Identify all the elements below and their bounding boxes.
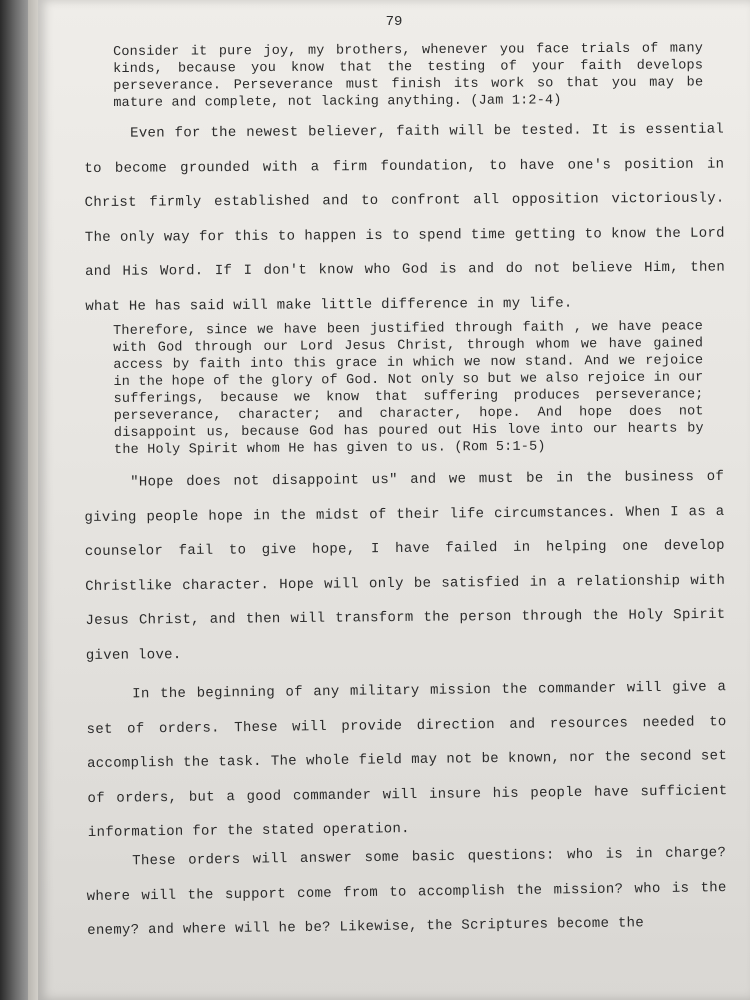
book-binding bbox=[0, 0, 28, 1000]
body-paragraph-2 bbox=[84, 460, 726, 673]
book-page bbox=[38, 0, 750, 1000]
scripture-quote-romans: Therefore, since we have been justified through faith , we have peace with God through our Lord Jesus Christ, through whom we have gained access by faith into this grace in which we now stand. And we rejoice in the hope of the glory of God. Not only so but we also rejoice in our sufferings, because we know that suffering produces perseverance; perseverance, character; and character, hope. And hope does not disappoint us, because God has poured out His love into our hearts by the Holy Spirit whom He has given to us. (Rom 5:1-5) bbox=[113, 319, 704, 458]
body-paragraph-4 bbox=[86, 836, 727, 948]
body-paragraph-3 bbox=[86, 670, 728, 850]
body-paragraph-4-text: These orders will answer some basic questions: who is in charge? where will the support come from to accomplish the mission? who is the enemy? and where will he be? Likewise, the Scriptures become the bbox=[86, 845, 727, 939]
body-paragraph-2-text: "Hope does not disappoint us" and we must be in the business of giving people hope in the midst of their life circumstances. When I as a counselor fail to give hope, I have failed in helping one develop Christlike character. Hope will only be satisfied in a relationship with Jesus Christ, and then will transform the person through the Holy Spirit given love. bbox=[84, 468, 726, 664]
body-paragraph-1-text: Even for the newest believer, faith will be tested. It is essential to become grounded with a firm foundation, to have one's position in Christ firmly established and to confront all opposition victoriously. The only way for this to happen is to spend time getting to know the Lord and His Word. If I don't know who God is and do not believe Him, then what He has said will make little difference in my life. bbox=[84, 121, 726, 315]
scripture-quote-james: Consider it pure joy, my brothers, whenever you face trials of many kinds, because you know that the testing of your faith develops perseverance. Perseverance must finish its work so that you may be mature and complete, not lacking anything. (Jam 1:2-4) bbox=[113, 41, 704, 111]
page-number: 79 bbox=[385, 14, 403, 30]
body-paragraph-3-text: In the beginning of any military mission the commander will give a set of orders. These will provide direction and resources needed to accomplish the task. The whole field may not be known, nor the second set of orders, but a good commander will insure his people have sufficient information for the stated operation. bbox=[86, 679, 728, 841]
body-paragraph-1 bbox=[84, 113, 725, 324]
